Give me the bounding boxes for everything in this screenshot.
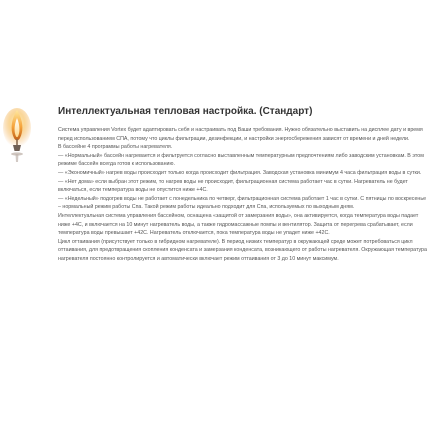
paragraph: — «Нет дома» если выбран этот режим, то нагрев воды не происходит, фильтрационная система работает час в сутки. Нагреватель не будет включаться, если температура воды не опустится ниже +4С. (58, 178, 408, 194)
paragraph: Цикл оттаивания (присутствует только в гибридном нагревателе). В период низких температур в окружающей среде может потребоваться цикл оттаивания, для предотвращения скопления конденсата и замерзания конденсата, возникающего от работы нагревателя. Окружающая температура нагревателя постоянно контролируется и автоматически включает режим оттаивания от 3 до 10 минут максимум. (58, 238, 427, 262)
flame-icon (2, 104, 32, 168)
paragraph: Интеллектуальная система управления бассейном, оснащена «защитой от замерзания воды», она активируется, когда температура воды падает ниже +4С, и включается на 10 минут нагреватель воды, а также гидромассажные помпы и вентилятор. Защита от перегрева срабатывает, если температура воды превышает +42С. Нагреватель отключается, пока температура воды не упадет ниже +42С. (58, 212, 419, 237)
paragraph: — «Экономичный» нагрев воды происходит только когда происходит фильтрация. Заводская установка минимум 4 часа фильтрация воды в сутки. (58, 169, 422, 176)
paragraph: — «Нормальный» бассейн нагревается и фильтруется согласно выставленным температурным предпочтениям либо заводским установкам. В этом режиме бассейн всегда готов к использованию. (58, 152, 424, 168)
page-title: Интеллектуальная тепловая настройка. (Стандарт) (58, 106, 313, 117)
main-content (58, 105, 430, 264)
paragraph: — «Недельный» подогрев воды не работает с понедельника по четверг, фильтрационная система работает 1 час в сутки. С пятницы по воскресенье – нормальный режим работы Спа. Такой режим работы идеально подходит для Спа, используемых по выходным дням. (58, 195, 427, 211)
paragraph: В бассейне 4 программы работы нагревателя. (58, 144, 173, 151)
paragraph: Система управления Vortex будет адаптировать себя и настраивать под Ваши требования. Нужно обязательно выставить на дисплее дату и время перед использованием СПА, потому что циклы фильтрации, дезинфекции, и настройки энергосбережения зависят от времени и дней недели. (58, 127, 423, 142)
